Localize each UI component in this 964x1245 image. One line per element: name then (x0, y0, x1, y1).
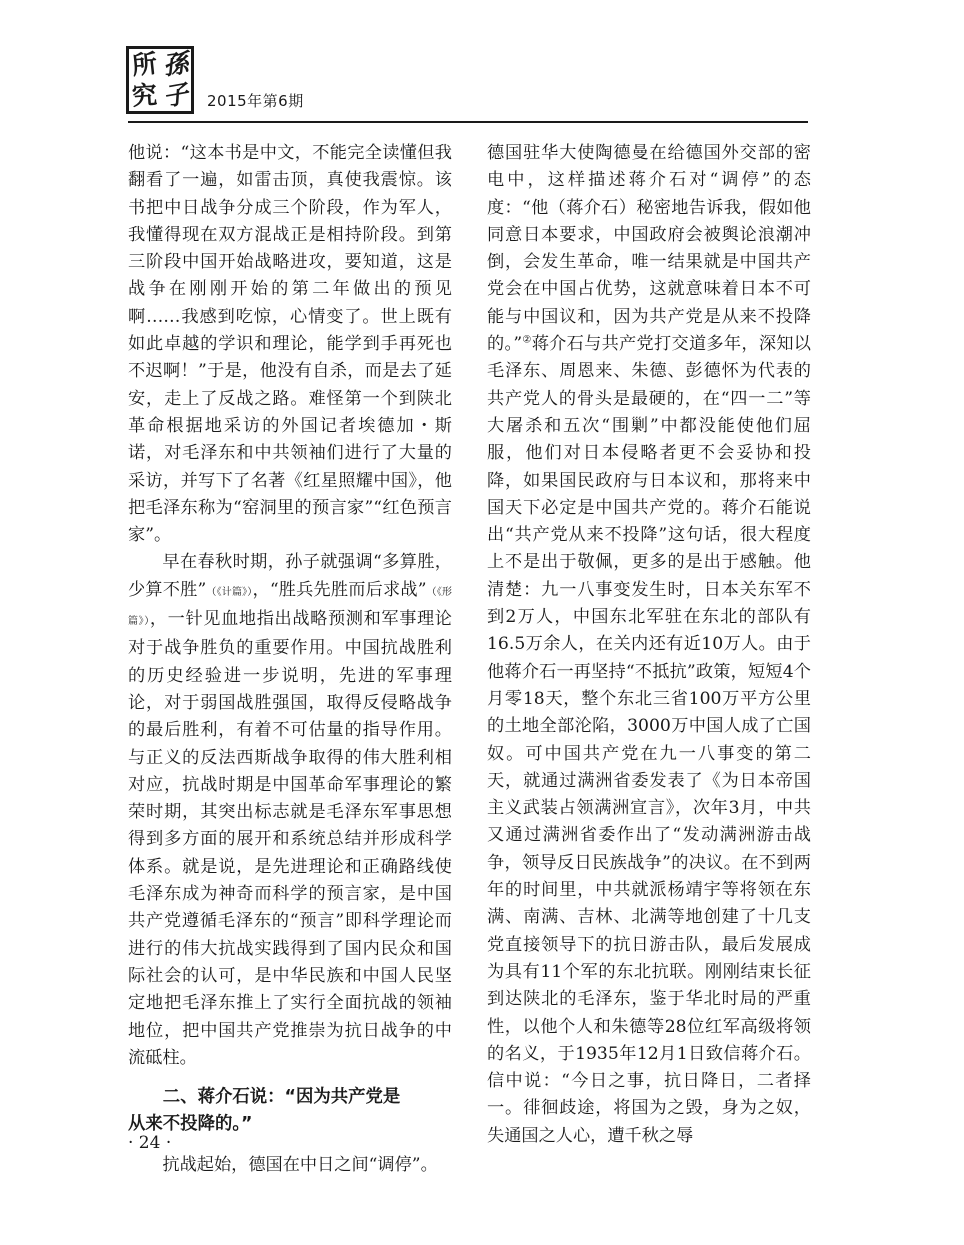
page-number: · 24 · (128, 1133, 172, 1153)
text-run: 德国驻华大使陶德曼在给德国外交部的密电中，这样描述蒋介石对“调停”的态度：“他（蒋介石）秘密地告诉我，假如他同意日本要求，中国政府会被舆论浪潮冲倒，会发生革命，唯一结果就是中国共产党会在中国占优势，这就意味着日本不可能与中国议和，因为共产党是从来不投降的。” (487, 143, 811, 355)
citation-note: （《形篇》） (128, 586, 453, 628)
issue-label: 2015年第6期 (207, 92, 304, 110)
heading-line: 二、蒋介石说：“因为共产党是 (162, 1087, 401, 1108)
footnote-marker: ② (522, 334, 532, 346)
logo-char: 究 (131, 80, 158, 111)
right-column (487, 140, 811, 1150)
paragraph: 抗战起始，德国在中日之间“调停”。 (162, 1155, 438, 1176)
text-run: ，一针见血地指出战略预测和军事理论对于战争胜负的重要作用。中国抗战胜利的历史经验进一步说明，先进的军事理论，对于弱国战胜强国，取得反侵略战争的最后胜利，有着不可估量的指导作用。与正义的反法西斯战争取得的伟大胜利相对应，抗战时期是中国革命军事理论的繁荣时期，其突出标志就是毛泽东军事思想得到多方面的展开和系统总结并形成科学体系。就是说，是先进理论和正确路线使毛泽东成为神奇而科学的预言家，是中国共产党遵循毛泽东的“预言”即科学理论而进行的伟大抗战实践得到了国内民众和国际社会的认可，是中华民族和中国人民坚定地把毛泽东推上了实行全面抗战的领袖地位，把中国共产党推崇为抗日战争的中流砥柱。 (128, 609, 452, 1068)
journal-logo (126, 46, 194, 114)
paragraph (487, 140, 811, 1150)
header-divider (128, 121, 808, 123)
logo-char: 子 (160, 79, 191, 112)
paragraph (128, 549, 452, 1072)
paragraph: 他说：“这本书是中文，不能完全读懂但我翻看了一遍，如雷击顶，真使我震惊。该书把中日战争分成三个阶段，作为军人，我懂得现在双方混战正是相持阶段。到第三阶段中国开始战略进攻，要知道，这是战争在刚刚开始的第二年做出的预见啊……我感到吃惊，心情变了。世上既有如此卓越的学识和理论，能学到手再死也不迟啊！”于是，他没有自杀，而是去了延安，走上了反战之路。难怪第一个到陕北革命根据地采访的外国记者埃德加・斯诺，对毛泽东和中共领袖们进行了大量的采访，并写下了名著《红星照耀中国》，他把毛泽东称为“窑洞里的预言家”“红色预言家”。 (128, 143, 452, 546)
text-run: 早在春秋时期，孙子就强调“多算胜，少算不胜” (128, 552, 452, 600)
citation-note: （《计篇》） (206, 586, 253, 598)
text-run: ，“胜兵先胜而后求战” (252, 579, 427, 600)
logo-char: 孫 (161, 48, 190, 81)
section-heading (128, 1084, 452, 1138)
logo-char: 所 (130, 48, 159, 81)
heading-line: 从来不投降的。” (128, 1114, 253, 1135)
text-run: 蒋介石与共产党打交道多年，深知以毛泽东、周恩来、朱德、彭德怀为代表的共产党人的骨头是最硬的，在“四一二”等大屠杀和五次“围剿”中都没能使他们屈服，他们对日本侵略者更不会妥协和投降，如果国民政府与日本议和，那将来中国天下必定是中国共产党的。蒋介石能说出“共产党从来不投降”这句话，很大程度上不是出于敬佩，更多的是出于感触。他清楚：九一八事变发生时，日本关东军不到2万人，中国东北军驻在东北的部队有16.5万余人，在关内还有近10万人。由于他蒋介石一再坚持“不抵抗”政策，短短4个月零18天，整个东北三省100万平方公里的土地全部沦陷，3000万中国人成了亡国奴。可中国共产党在九一八事变的第二天，就通过满洲省委发表了《为日本帝国主义武装占领满洲宣言》，次年3月，中共又通过满洲省委作出了“发动满洲游击战争，领导反日民族战争”的决议。在不到两年的时间里，中共就派杨靖宇等将领在东满、南满、吉林、北满等地创建了十几支党直接领导下的抗日游击队，最后发展成为具有11个军的东北抗联。刚刚结束长征到达陕北的毛泽东，鉴于华北时局的严重性，以他个人和朱德等28位红军高级将领的名义，于1935年12月1日致信蒋介石。信中说：“今日之事，抗日降日，二者择一。徘徊歧途，将国为之毁，身为之奴，失通国之人心，遭千秋之辱 (487, 334, 811, 1146)
left-column (128, 140, 452, 1179)
